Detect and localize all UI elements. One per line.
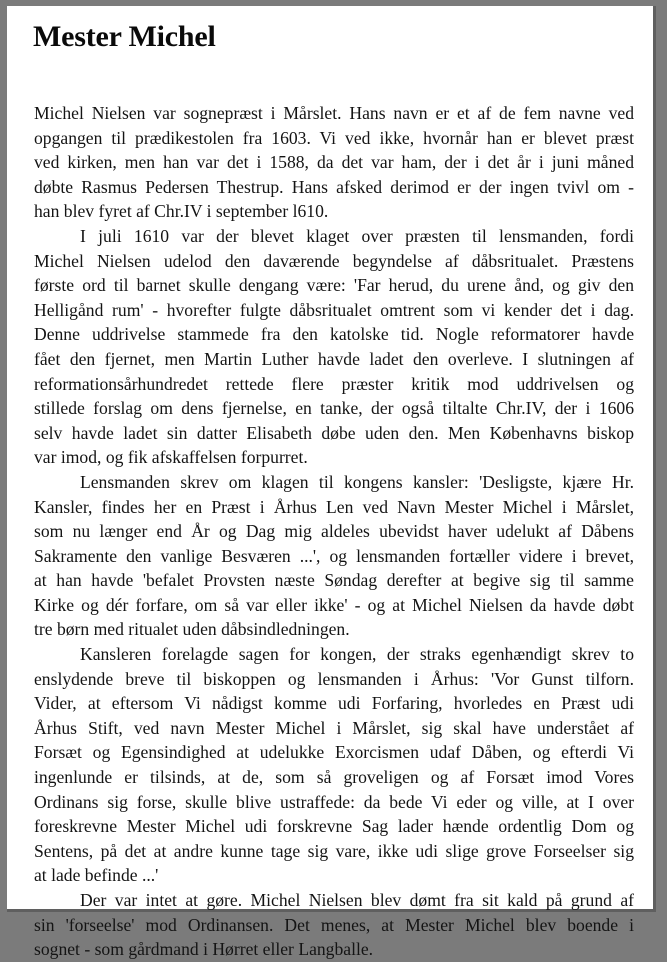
text-line: opgangen til prædikestolen fra 1603. Vi ved ikke, hvornår han er blevet præst — [34, 127, 634, 148]
text-line: han blev fyret af Chr.IV i september l610. — [34, 201, 329, 222]
document-title: Mester Michel — [33, 20, 216, 53]
text-line: Sentens, på det at andre kunne tage sig vare, ikke udi slige grove Forseelser sig — [34, 840, 634, 861]
text-line: sin 'forseelse' mod Ordinansen. Det menes, at Mester Michel blev boende i — [34, 914, 634, 935]
text-line: døbte Rasmus Pedersen Thestrup. Hans afsked derimod er der ingen tvivl om - — [34, 176, 634, 197]
paragraph — [34, 470, 634, 642]
text-line: selv havde ladet sin datter Elisabeth døbe uden den. Men Københavns biskop — [34, 422, 634, 443]
text-line: reformationsårhundredet rettede flere præster kritik mod uddrivelsen og — [34, 373, 634, 394]
text-line: som nu længer end År og Dag mig aldeles ubevidst haver udelukt af Dåbens — [34, 521, 634, 542]
text-line: Ordinans sig forse, skulle blive ustraffede: da bede Vi eder og ville, at I over — [34, 791, 634, 812]
text-line: tre børn med ritualet uden dåbsindledningen. — [34, 619, 350, 640]
text-line: Michel Nielsen udelod den daværende begyndelse af dåbsritualet. Præstens — [34, 250, 634, 271]
text-line: at lade befinde ...' — [34, 865, 159, 886]
text-line: Kansleren forelagde sagen for kongen, der straks egenhændigt skrev to — [80, 644, 634, 665]
text-line: Michel Nielsen var sognepræst i Mårslet. Hans navn er et af de fem navne ved — [34, 103, 634, 123]
scanned-page — [7, 6, 656, 960]
text-line: Vider, at eftersom Vi nådigst komme udi Forfaring, hvorledes en Præst udi — [34, 693, 634, 714]
paragraph — [34, 224, 634, 470]
text-line: Kirke og dér forfare, om så var eller ikke' - og at Michel Nielsen da havde døbt — [34, 594, 634, 615]
paragraph — [34, 101, 634, 224]
text-line: I juli 1610 var der blevet klaget over præsten til lensmanden, fordi — [80, 225, 634, 246]
text-line: Der var intet at gøre. Michel Nielsen blev dømt fra sit kald på grund af — [80, 890, 634, 910]
text-line: Helligånd rum' - hvorefter fulgte dåbsritualet omtrent som vi kender det i dag. — [34, 299, 634, 320]
text-line: enslydende breve til biskoppen og lensmanden i Århus: 'Vor Gunst tilforn. — [34, 668, 634, 689]
text-line: Lensmanden skrev om klagen til kongens kansler: 'Desligste, kjære Hr. — [80, 471, 634, 492]
text-line: Denne uddrivelse stammede fra den katolske tid. Nogle reformatorer havde — [34, 324, 634, 345]
document-body — [34, 101, 634, 962]
text-line: foreskrevne Mester Michel udi forskrevne Sag lader hænde ordentlig Dom og — [34, 816, 634, 837]
text-line: var imod, og fik afskaffelsen forpurret. — [34, 447, 308, 468]
text-line: ved kirken, men han var det i 1588, da det var ham, der i det år i juni måned — [34, 152, 634, 173]
text-line: at han havde 'befalet Provsten næste Søndag derefter at begive sig til samme — [34, 570, 634, 591]
text-line: Sakramente den vanlige Besværen ...', og lensmanden fortæller videre i brevet, — [34, 545, 634, 566]
text-line: Forsæt og Egensindighed at udelukke Exorcismen udaf Dåben, og efterdi Vi — [34, 742, 634, 763]
paragraph — [34, 888, 634, 962]
text-line: Kansler, findes her en Præst i Århus Len ved Navn Mester Michel i Mårslet, — [34, 496, 634, 517]
text-line: fået den fjernet, men Martin Luther havde ladet den overleve. I slutningen af — [34, 348, 634, 369]
text-line: ingenlunde er tilsinds, at de, som så groveligen og af Forsæt imod Vores — [34, 767, 634, 788]
text-line: første ord til barnet skulle dengang være: 'Far herud, du urene ånd, og giv den — [34, 275, 634, 296]
text-line: sognet - som gårdmand i Hørret eller Langballe. — [34, 939, 374, 960]
text-line: Århus Stift, ved navn Mester Michel i Mårslet, sig skal have understået af — [34, 717, 634, 738]
text-line: stillede forslag om dens fjernelse, en tanke, der også tiltalte Chr.IV, der i 1606 — [34, 398, 634, 419]
paragraph — [34, 642, 634, 888]
